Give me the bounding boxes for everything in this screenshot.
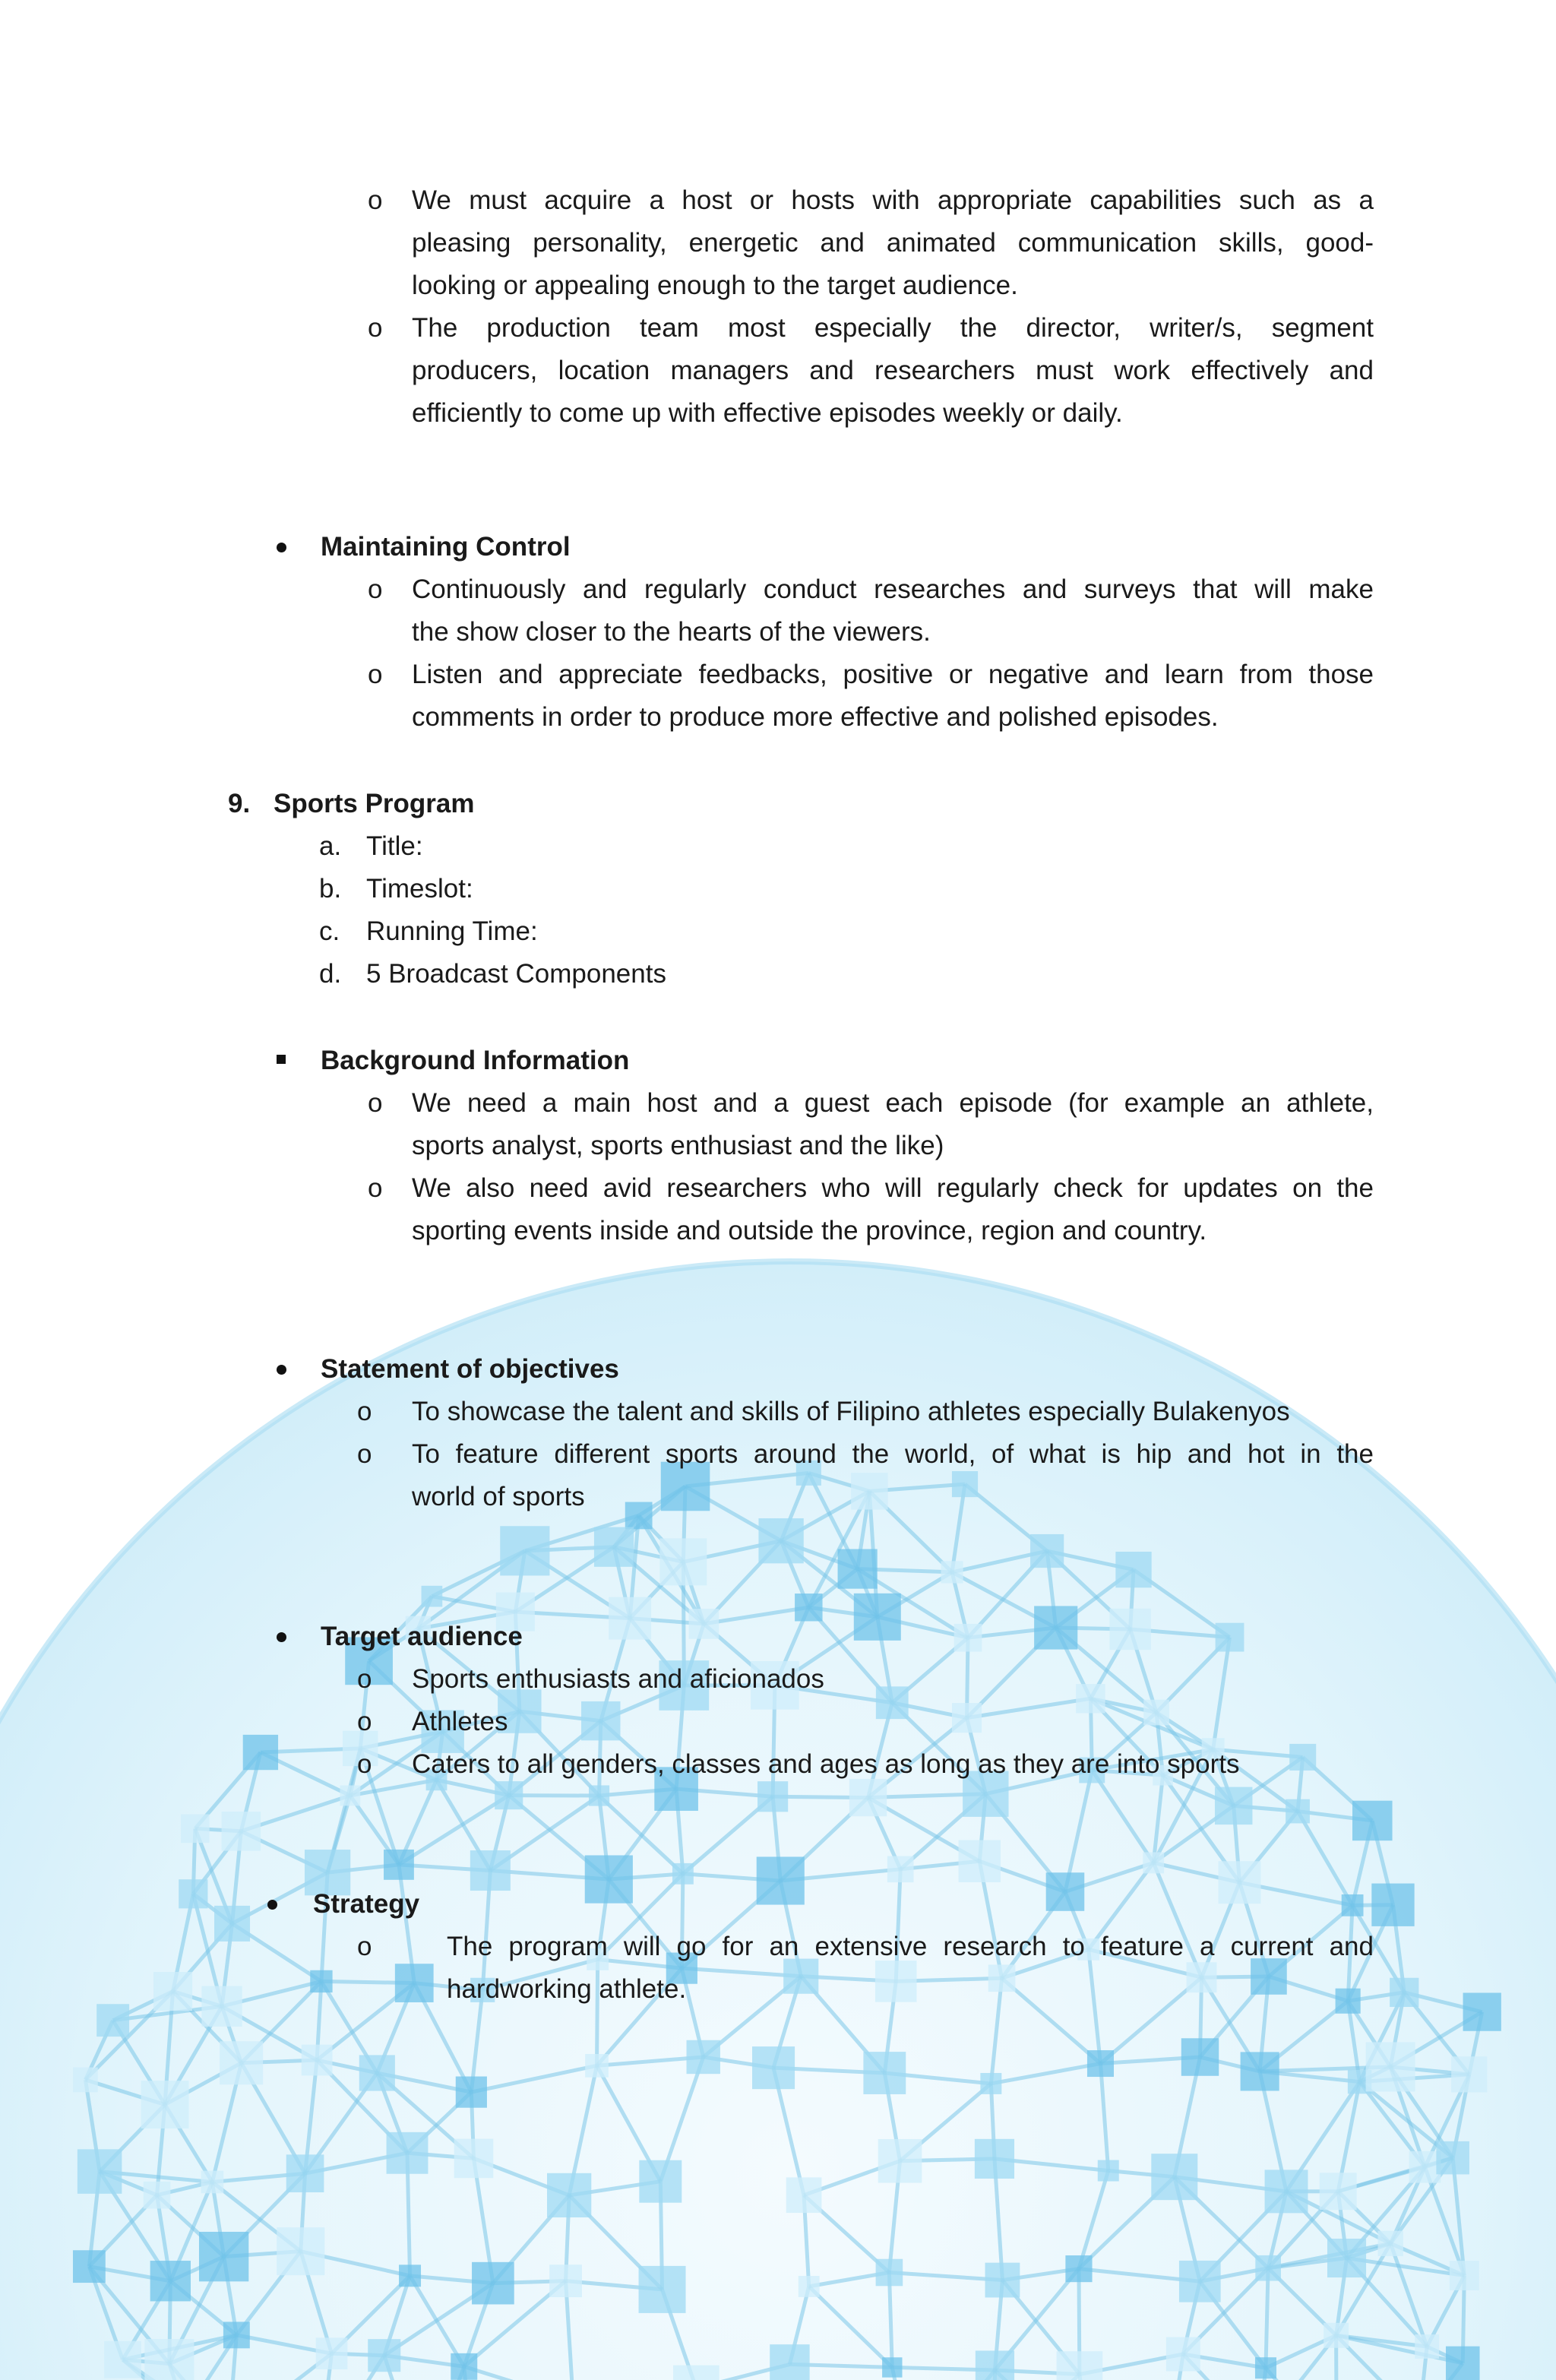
audience-item-2: Athletes [412,1707,508,1736]
background-information-heading: Background Information [321,1046,630,1075]
sub-bullet-marker: o [368,1173,383,1203]
top-item-1-line-3: looking or appealing enough to the target audience. [412,271,1018,300]
field-title: Title: [366,831,423,861]
bullet-dot [267,1900,277,1910]
sub-bullet-marker: o [368,185,383,215]
maintaining-item-1-line-2: the show closer to the hearts of the viewers. [412,617,931,647]
sub-bullet-marker: o [368,1088,383,1118]
background-item-1-line-2: sports analyst, sports enthusiast and the like) [412,1131,944,1160]
section-number: 9. [228,789,251,818]
field-timeslot: Timeslot: [366,874,473,904]
top-item-1-line-2: pleasing personality, energetic and animated communication skills, good- [412,228,1374,258]
top-item-2-line-3: efficiently to come up with effective episodes weekly or daily. [412,398,1123,428]
top-item-2-line-2: producers, location managers and researchers must work effectively and [412,356,1374,385]
strategy-heading: Strategy [313,1889,420,1919]
sub-bullet-marker: o [357,1932,372,1961]
objectives-item-1-line-1: To showcase the talent and skills of Filipino athletes especially Bulakenyos [412,1397,1290,1426]
section-title: Sports Program [274,789,475,818]
maintaining-control-heading: Maintaining Control [321,532,571,562]
maintaining-item-1-line-1: Continuously and regularly conduct researches and surveys that will make [412,574,1374,604]
sub-bullet-marker: o [357,1439,372,1469]
sub-bullet-marker: o [357,1397,372,1426]
sub-bullet-marker: o [357,1707,372,1736]
background-item-2-line-2: sporting events inside and outside the province, region and country. [412,1216,1207,1245]
field-letter: b. [319,874,342,904]
field-broadcast-components: 5 Broadcast Components [366,959,666,989]
sub-bullet-marker: o [357,1749,372,1779]
maintaining-item-2-line-1: Listen and appreciate feedbacks, positive or negative and learn from those [412,660,1374,689]
sub-bullet-marker: o [368,660,383,689]
bullet-dot [277,1632,286,1642]
sub-bullet-marker: o [368,574,383,604]
background-item-2-line-1: We also need avid researchers who will regularly check for updates on the [412,1173,1374,1203]
top-item-2-line-1: The production team most especially the director, writer/s, segment [412,313,1374,343]
bullet-dot [277,543,286,552]
square-bullet [277,1055,286,1064]
maintaining-item-2-line-2: comments in order to produce more effective and polished episodes. [412,702,1219,732]
field-running-time: Running Time: [366,916,538,946]
sub-bullet-marker: o [357,1664,372,1694]
strategy-item-1-line-1: The program will go for an extensive research to feature a current and [447,1932,1374,1961]
statement-of-objectives-heading: Statement of objectives [321,1354,619,1384]
sub-bullet-marker: o [368,313,383,343]
field-letter: a. [319,831,342,861]
objectives-item-2-line-1: To feature different sports around the world, of what is hip and hot in the [412,1439,1374,1469]
field-letter: c. [319,916,340,946]
bullet-dot [277,1365,286,1375]
background-item-1-line-1: We need a main host and a guest each episode (for example an athlete, [412,1088,1374,1118]
strategy-item-1-line-2: hardworking athlete. [447,1974,687,2004]
field-letter: d. [319,959,342,989]
objectives-item-2-line-2: world of sports [412,1482,585,1511]
audience-item-3: Caters to all genders, classes and ages as long as they are into sports [412,1749,1240,1779]
target-audience-heading: Target audience [321,1622,523,1651]
top-item-1-line-1: We must acquire a host or hosts with appropriate capabilities such as a [412,185,1374,215]
audience-item-1: Sports enthusiasts and aficionados [412,1664,824,1694]
